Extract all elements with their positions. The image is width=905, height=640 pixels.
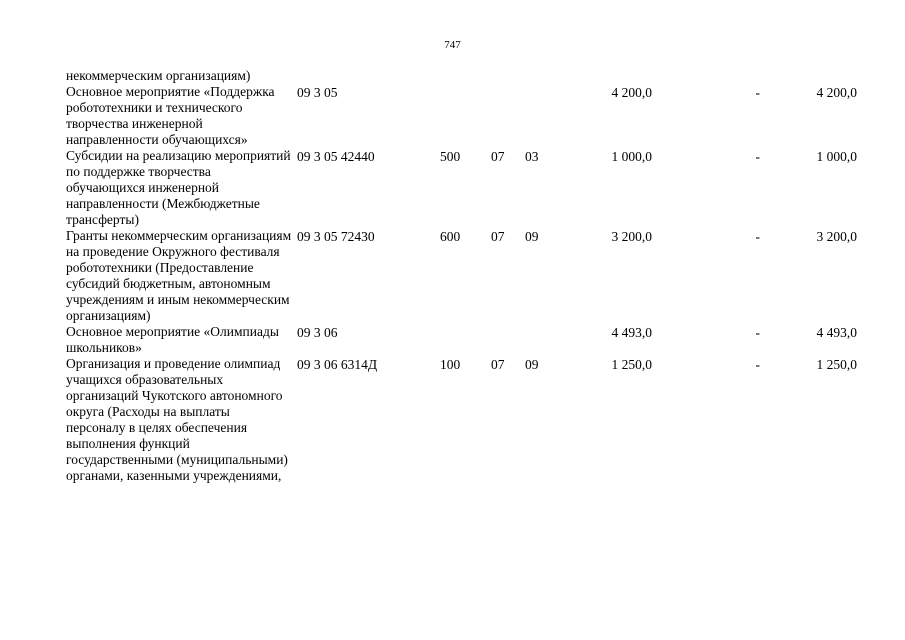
row-section: 07 (491, 149, 505, 164)
table-row (0, 148, 905, 228)
row-total: 1 000,0 (816, 149, 857, 164)
row-name: Гранты некоммерческим организациям на проведение Окружного фестиваля робототехники (Предоставление субсидий бюджетным, автономным учреждениям и иным некоммерческим организациям) (66, 228, 292, 323)
row-code: 09 3 05 42440 (297, 149, 375, 164)
row-code: 09 3 05 72430 (297, 229, 375, 244)
table-row (0, 324, 905, 356)
row-expense-type: 100 (440, 357, 461, 372)
row-expense-type: 500 (440, 149, 461, 164)
row-change: - (755, 325, 760, 340)
row-change: - (755, 229, 760, 244)
row-name: некоммерческим организациям) (66, 68, 251, 83)
table-row (0, 68, 905, 84)
row-total: 3 200,0 (816, 229, 857, 244)
row-code: 09 3 06 (297, 325, 338, 340)
row-code: 09 3 06 6314Д (297, 357, 378, 372)
row-section: 07 (491, 357, 505, 372)
page-number: 747 (444, 39, 461, 51)
row-subsection: 09 (525, 357, 539, 372)
row-amount: 1 000,0 (611, 149, 652, 164)
row-name: Организация и проведение олимпиад учащихся образовательных организаций Чукотского автономного округа (Расходы на выплаты персоналу в целях обеспечения выполнения функций государственными (муниципальными) органами, казенными учреждениями, (66, 356, 288, 483)
row-change: - (755, 357, 760, 372)
table-row (0, 84, 905, 148)
row-section: 07 (491, 229, 505, 244)
row-total: 4 493,0 (816, 325, 857, 340)
row-change: - (755, 149, 760, 164)
budget-table (0, 68, 905, 484)
row-total: 4 200,0 (816, 85, 857, 100)
row-change: - (755, 85, 760, 100)
row-amount: 1 250,0 (611, 357, 652, 372)
row-amount: 4 200,0 (611, 85, 652, 100)
row-name: Основное мероприятие «Олимпиады школьников» (66, 324, 279, 355)
row-name: Субсидии на реализацию мероприятий по поддержке творчества обучающихся инженерной направленности (Межбюджетные трансферты) (66, 148, 291, 227)
row-subsection: 09 (525, 229, 539, 244)
row-subsection: 03 (525, 149, 539, 164)
row-total: 1 250,0 (816, 357, 857, 372)
row-amount: 3 200,0 (611, 229, 652, 244)
row-amount: 4 493,0 (611, 325, 652, 340)
row-name: Основное мероприятие «Поддержка робототехники и технического творчества инженерной направленности обучающихся» (66, 84, 275, 147)
row-code: 09 3 05 (297, 85, 338, 100)
table-row (0, 228, 905, 324)
row-expense-type: 600 (440, 229, 461, 244)
table-row (0, 356, 905, 484)
